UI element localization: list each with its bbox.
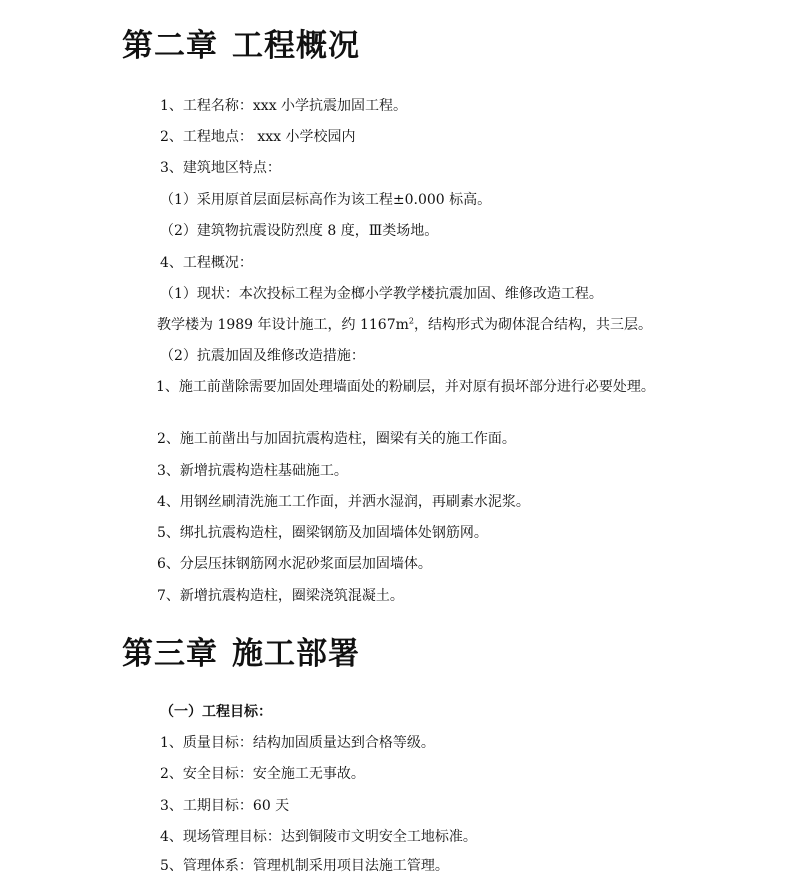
goal-item: 5、管理体系：管理机制采用项目法施工管理。: [160, 858, 449, 874]
goal-item: 1、质量目标：结构加固质量达到合格等级。: [160, 735, 435, 751]
measure-item: 2、施工前凿出与加固抗震构造柱，圈梁有关的施工作面。: [157, 431, 516, 447]
measure-item: 1、施工前凿除需要加固处理墙面处的粉刷层，并对原有损坏部分进行必要处理。: [156, 379, 655, 395]
building-text-pre: 教学楼为 1989 年设计施工，约 1167m: [157, 317, 409, 333]
project-name-line: 1、工程名称：xxx 小学抗震加固工程。: [160, 98, 408, 114]
measure-item: 7、新增抗震构造柱，圈梁浇筑混凝土。: [157, 588, 404, 604]
goal-item: 4、现场管理目标：达到铜陵市文明安全工地标准。: [160, 829, 477, 845]
measure-item: 4、用钢丝刷清洗施工工作面，并洒水湿润，再刷素水泥浆。: [157, 494, 530, 510]
building-text-post: ，结构形式为砌体混合结构，共三层。: [413, 317, 652, 333]
seismic-line: （2）建筑物抗震设防烈度 8 度，Ⅲ类场地。: [160, 223, 439, 239]
goals-heading: （一）工程目标：: [160, 704, 272, 720]
chapter-3-number: 第三章: [122, 636, 218, 672]
measure-item: 3、新增抗震构造柱基础施工。: [157, 463, 348, 479]
project-location-line: 2、工程地点： xxx 小学校园内: [160, 129, 356, 145]
goal-item: 3、工期目标：60 天: [160, 798, 290, 814]
measure-item: 5、绑扎抗震构造柱，圈梁钢筋及加固墙体处钢筋网。: [157, 525, 488, 541]
measures-heading: （2）抗震加固及维修改造措施：: [160, 348, 365, 364]
overview-heading-line: 4、工程概况：: [160, 255, 253, 271]
measure-item: 6、分层压抹钢筋网水泥砂浆面层加固墙体。: [157, 556, 432, 572]
elevation-line: （1）采用原首层面层标高作为该工程±0.000 标高。: [160, 192, 492, 208]
building-description-line: [157, 315, 652, 335]
area-superscript: 2: [408, 316, 414, 326]
status-line: （1）现状：本次投标工程为金榔小学教学楼抗震加固、维修改造工程。: [160, 286, 603, 302]
chapter-3-title: [122, 636, 360, 672]
chapter-2-title: [122, 28, 360, 64]
region-features-line: 3、建筑地区特点：: [160, 160, 281, 176]
chapter-2-name: 工程概况: [232, 28, 360, 64]
goal-item: 2、安全目标：安全施工无事故。: [160, 766, 365, 782]
chapter-3-name: 施工部署: [232, 636, 360, 672]
chapter-2-number: 第二章: [122, 28, 218, 64]
